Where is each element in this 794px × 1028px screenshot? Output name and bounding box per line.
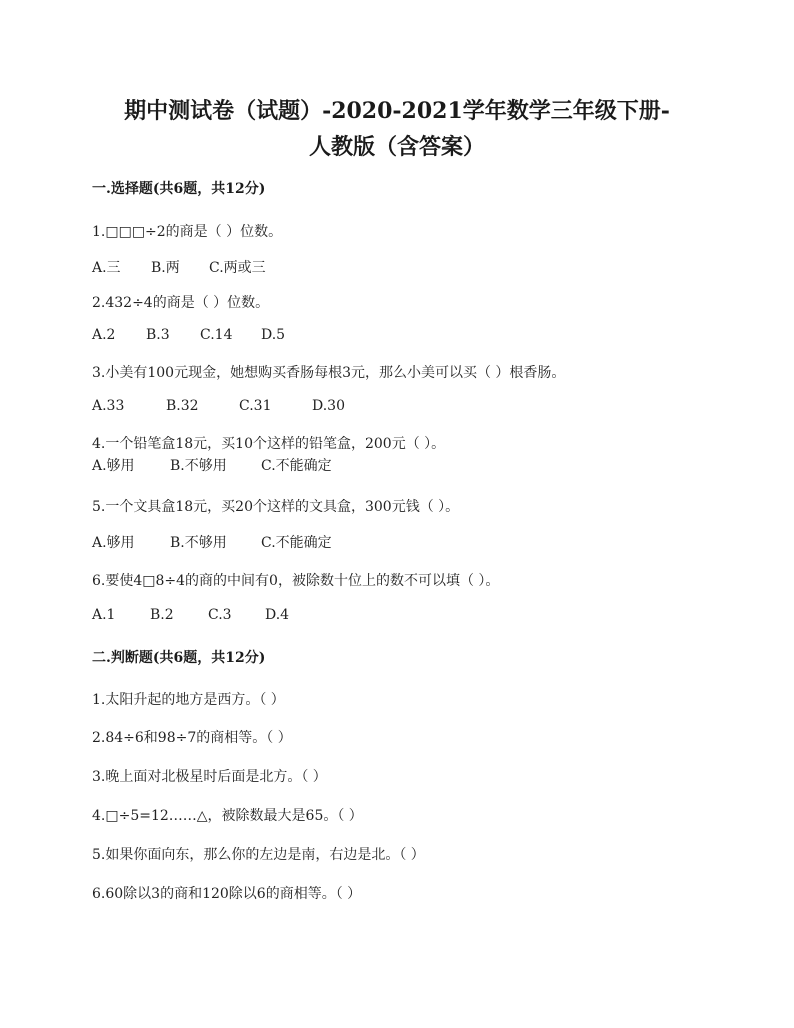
option-b: B.两 (151, 260, 180, 276)
option-c: C.不能确定 (261, 458, 332, 474)
choice-question-4: 4.一个铅笔盒18元，买10个这样的铅笔盒，200元（ ）。 (92, 436, 446, 452)
option-d: D.30 (312, 398, 345, 414)
choice-question-2: 2.432÷4的商是（ ）位数。 (92, 295, 270, 311)
choice-question-6: 6.要使4□8÷4的商的中间有0，被除数十位上的数不可以填（ ）。 (92, 573, 500, 589)
judge-question-2: 2.84÷6和98÷7的商相等。（ ） (92, 730, 292, 746)
option-a: A.够用 (92, 458, 135, 474)
choice-question-5: 5.一个文具盒18元，买20个这样的文具盒，300元钱（ ）。 (92, 499, 460, 515)
choice-options-5 (92, 532, 332, 552)
choice-options-2 (92, 327, 285, 343)
option-a: A.够用 (92, 535, 135, 551)
option-a: A.三 (92, 260, 121, 276)
option-c: C.31 (239, 398, 272, 414)
choice-options-4 (92, 455, 332, 475)
section-heading-judgement: 二.判断题(共6题，共12分) (92, 650, 266, 666)
choice-question-1: 1.□□□÷2的商是（ ）位数。 (92, 224, 283, 240)
choice-options-3 (92, 398, 345, 414)
option-b: B.2 (150, 607, 174, 623)
option-b: B.不够用 (170, 458, 227, 474)
judge-question-1: 1.太阳升起的地方是西方。（ ） (92, 692, 285, 708)
option-a: A.33 (92, 398, 125, 414)
option-a: A.2 (92, 327, 116, 343)
judge-question-3: 3.晚上面对北极星时后面是北方。（ ） (92, 769, 327, 785)
option-c: C.3 (208, 607, 232, 623)
section-heading-choice: 一.选择题(共6题，共12分) (92, 181, 266, 197)
option-c: C.两或三 (209, 260, 266, 276)
title-line-1: 期中测试卷（试题）-2020-2021学年数学三年级下册- (124, 98, 670, 124)
option-d: D.4 (265, 607, 290, 623)
judge-question-4: 4.□÷5=12……△，被除数最大是65。（ ） (92, 808, 363, 824)
judge-question-6: 6.60除以3的商和120除以6的商相等。（ ） (92, 886, 362, 902)
choice-options-1 (92, 257, 266, 277)
option-b: B.3 (146, 327, 170, 343)
option-b: B.32 (166, 398, 199, 414)
option-a: A.1 (92, 607, 116, 623)
option-c: C.不能确定 (261, 535, 332, 551)
choice-options-6 (92, 607, 289, 623)
option-d: D.5 (261, 327, 286, 343)
choice-question-3: 3.小美有100元现金，她想购买香肠每根3元，那么小美可以买（ ）根香肠。 (92, 365, 566, 381)
judge-question-5: 5.如果你面向东，那么你的左边是南，右边是北。（ ） (92, 847, 425, 863)
option-b: B.不够用 (170, 535, 227, 551)
option-c: C.14 (200, 327, 233, 343)
title-line-2: 人教版（含答案） (308, 134, 485, 160)
